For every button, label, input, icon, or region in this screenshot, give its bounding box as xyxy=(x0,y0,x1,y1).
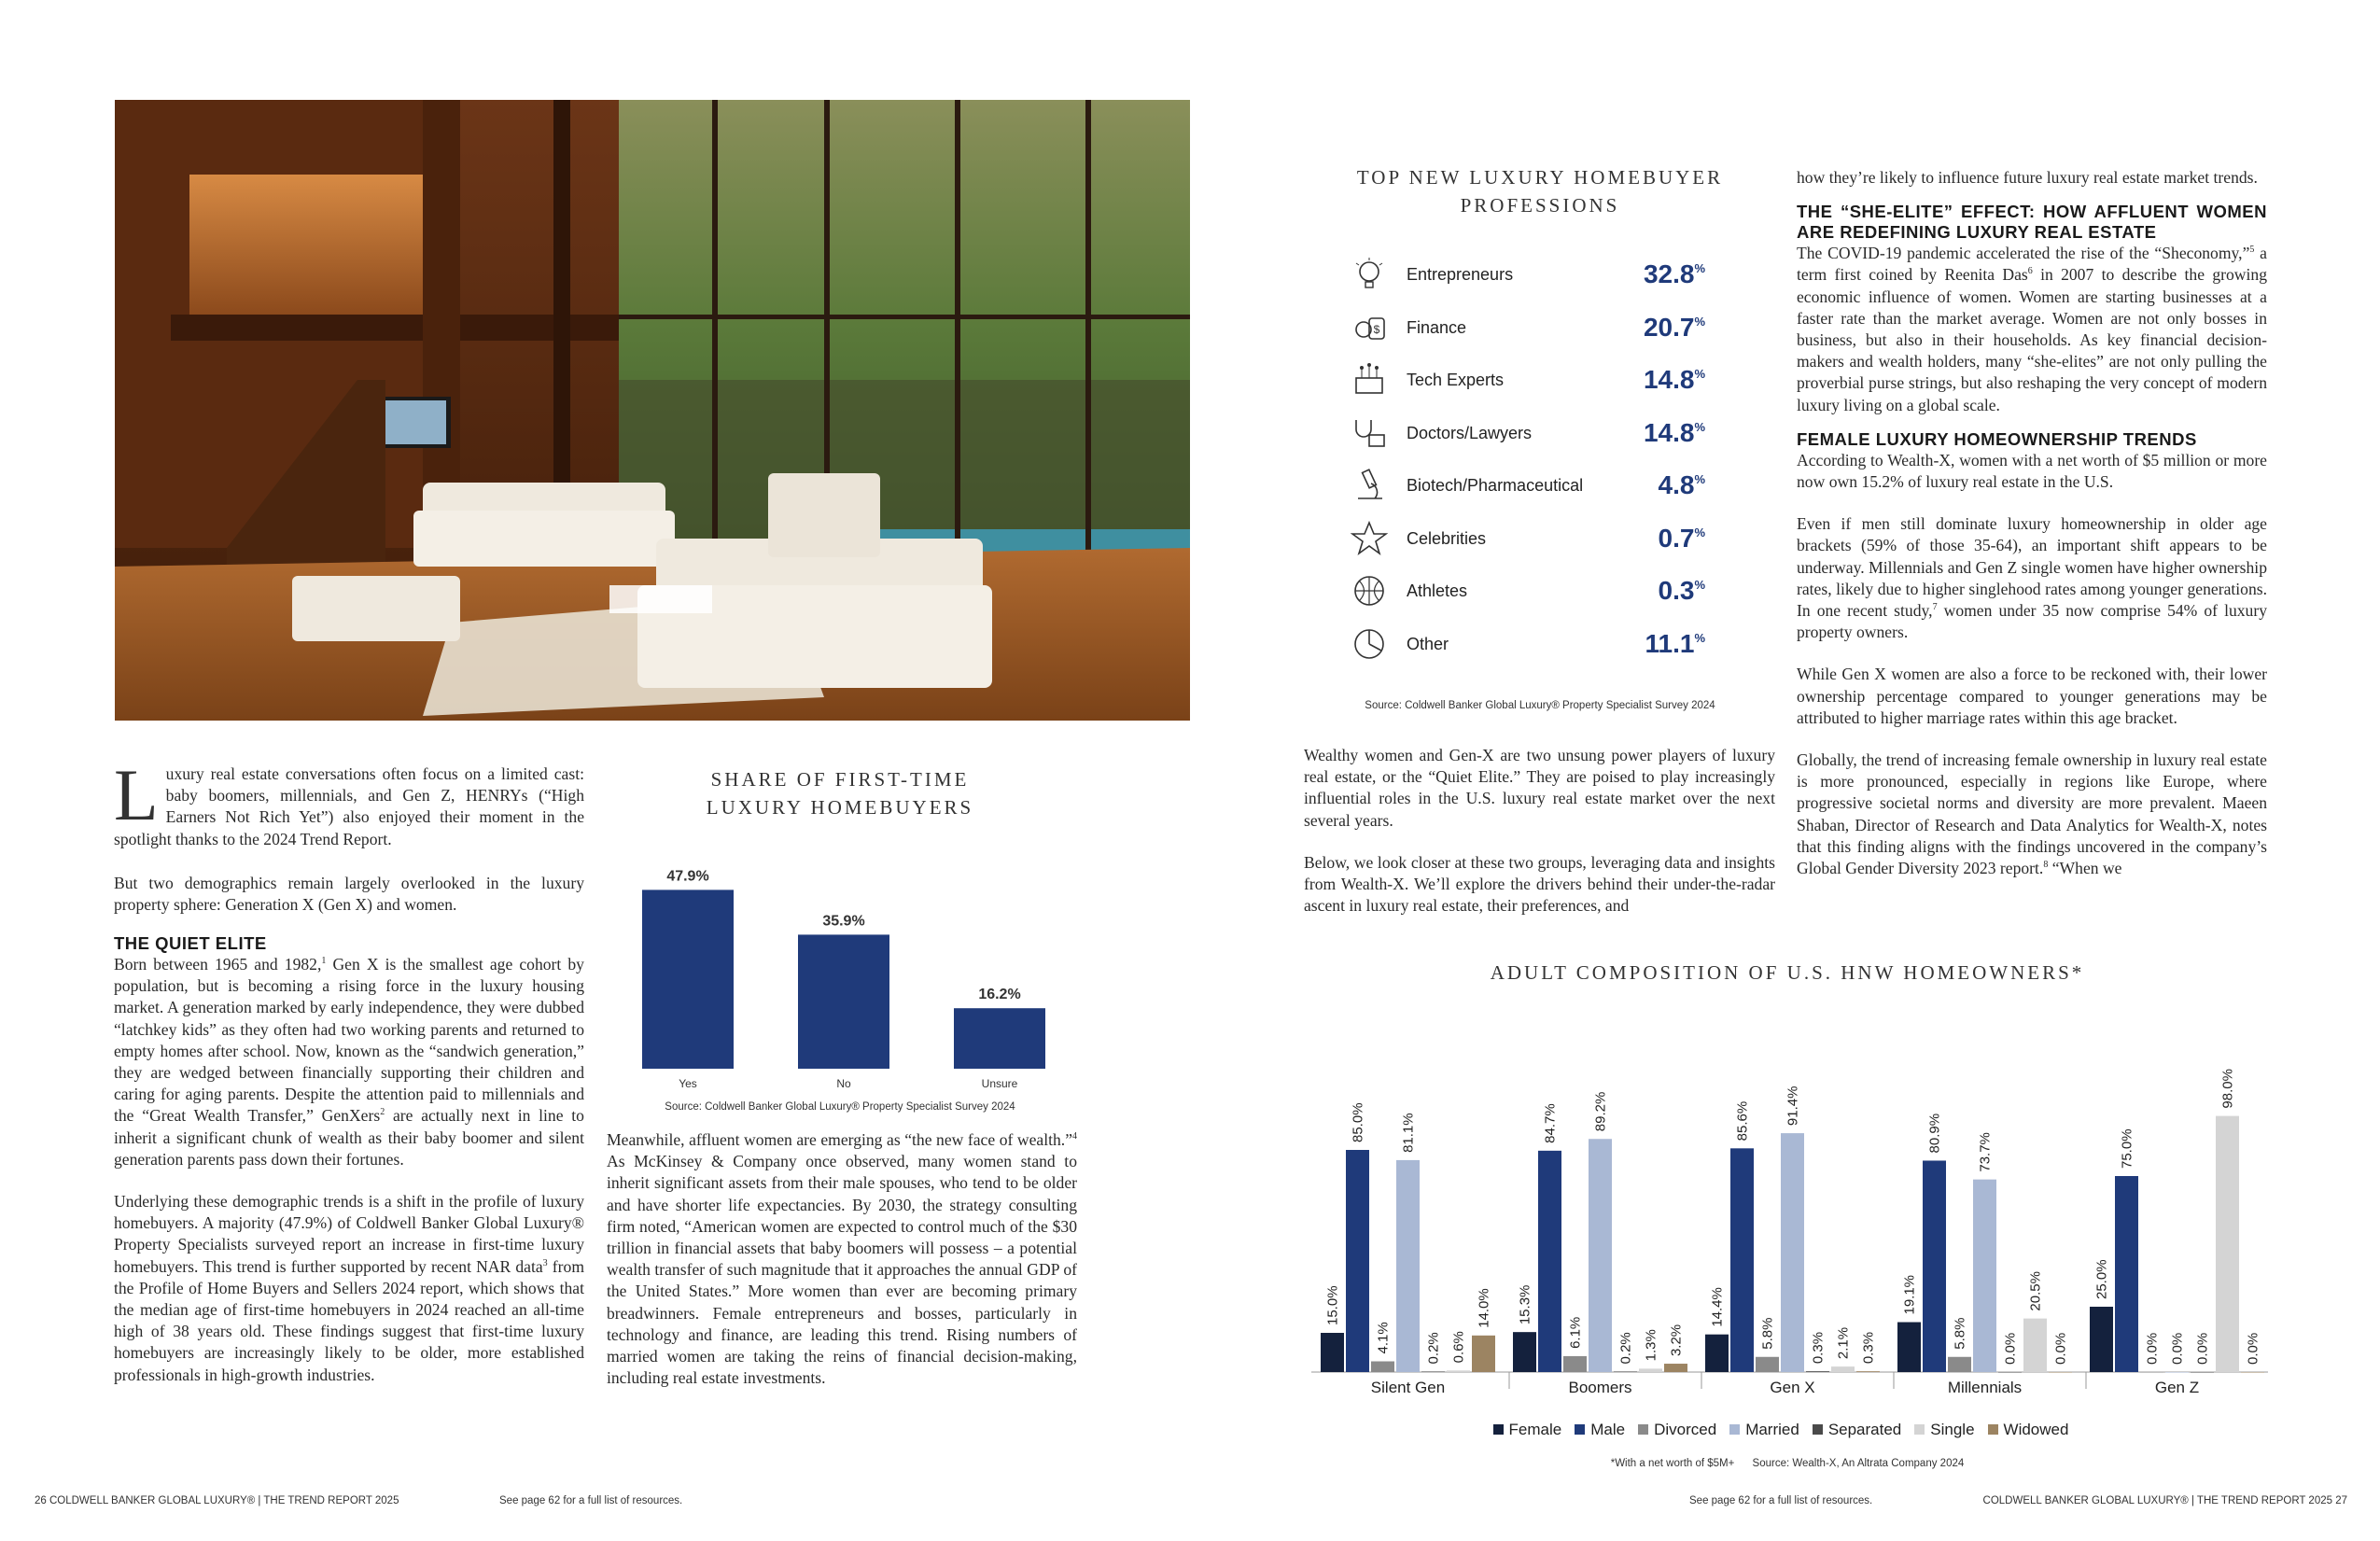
profession-label: Biotech/Pharmaceutical xyxy=(1407,476,1584,495)
bar-value-label: 0.0% xyxy=(2245,1332,2261,1365)
bar-value-label: 0.2% xyxy=(1425,1332,1442,1365)
meanwhile-text xyxy=(607,1129,1077,1409)
female-paragraph-4: Globally, the trend of increasing female ownership in luxury real estate is more pronounced, especially in regions like Europe, where progressive societal norms and diversity are more prevalent. Maeen Shaban, Director of Research and Data Analytics for Wealth-X, notes that this finding aligns with the findings uncovered in the company’s Global Gender Diversity 2023 report.$^8$ “When we xyxy=(1797,750,2267,878)
bar-married xyxy=(2165,1372,2189,1373)
legend-item-separated xyxy=(1813,1421,1901,1439)
intro-paragraph-1: uxury real estate conversations often focus on a limited cast: baby boomers, millennials, and Gen Z, HENRYs (“High Earners Not Rich Yet”) also enjoyed their moment in the spotlight thanks to the 2024 Trend Report. xyxy=(114,764,584,848)
bar-value-label: 15.3% xyxy=(1517,1284,1533,1325)
bar-value-label: 0.0% xyxy=(2002,1332,2019,1365)
profession-value: 32.8% xyxy=(1643,259,1705,288)
footer-left-resources: See page 62 for a full list of resources. xyxy=(499,1495,683,1506)
female-ownership-heading: FEMALE LUXURY HOMEOWNERSHIP TRENDS xyxy=(1797,428,2197,449)
legend-item-single xyxy=(1914,1421,1974,1439)
quiet-elite-heading: THE QUIET ELITE xyxy=(114,933,267,953)
intro-text xyxy=(114,754,584,936)
bar-value-label: 14.4% xyxy=(1709,1287,1726,1327)
bar-female xyxy=(1705,1335,1729,1372)
bar-female xyxy=(1897,1323,1921,1372)
bar-value-label: 2.1% xyxy=(1835,1326,1852,1360)
bar-yes xyxy=(642,890,734,1069)
bar-value-label: 16.2% xyxy=(978,987,1021,1003)
group-category-label: Silent Gen xyxy=(1370,1379,1446,1396)
wealthy-women-paragraph-1: Wealthy women and Gen-X are two unsung power players of luxury real estate, or the “Quiet Elite.” They are poised to play increasingly influential roles in the U.S. luxury real estate market over the next several years. xyxy=(1304,746,1775,830)
professions-source: Source: Coldwell Banker Global Luxury® Property Specialist Survey 2024 xyxy=(1365,700,1715,711)
bar-value-label: 6.1% xyxy=(1567,1316,1584,1349)
bar-value-label: 1.3% xyxy=(1643,1329,1659,1362)
legend-swatch xyxy=(1914,1424,1925,1435)
microscope-icon xyxy=(1351,467,1388,504)
bar-value-label: 4.1% xyxy=(1375,1322,1392,1354)
legend-label: Divorced xyxy=(1654,1421,1717,1438)
group-category-label: Boomers xyxy=(1568,1379,1632,1396)
bar-value-label: 35.9% xyxy=(822,913,865,930)
profession-value: 4.8% xyxy=(1658,470,1705,499)
living-room-illustration xyxy=(115,100,1190,721)
tech-icon xyxy=(1351,361,1388,399)
bar-value-label: 5.8% xyxy=(1952,1317,1968,1350)
bar-value-label: 91.4% xyxy=(1785,1086,1801,1127)
legend-swatch xyxy=(1988,1424,1998,1435)
female-paragraph-3: While Gen X women are also a force to be reckoned with, their lower ownership percentage compared to younger generations may be attributed to higher marriage rates within this age bracket. xyxy=(1797,665,2267,727)
bar-divorced xyxy=(1756,1357,1779,1372)
bar-category-label: No xyxy=(836,1077,851,1090)
hnw-legend xyxy=(1307,1421,2268,1439)
bar-male xyxy=(1538,1151,1561,1372)
bar-value-label: 80.9% xyxy=(1926,1113,1943,1154)
bar-female xyxy=(2090,1307,2113,1372)
bar-separated xyxy=(2191,1372,2214,1373)
star-icon xyxy=(1351,520,1388,557)
bar-married xyxy=(1973,1180,1996,1372)
legend-label: Male xyxy=(1590,1421,1626,1438)
bar-single xyxy=(2216,1116,2239,1372)
bar-no xyxy=(798,934,889,1069)
profession-label: Athletes xyxy=(1407,581,1468,600)
bar-value-label: 89.2% xyxy=(1592,1091,1609,1132)
first-time-bar-chart xyxy=(607,845,1073,1097)
profession-row xyxy=(1351,411,1743,459)
profession-value: 14.8% xyxy=(1643,365,1705,394)
hnw-grouped-bar-chart xyxy=(1302,989,2277,1419)
bar-widowed xyxy=(2049,1372,2072,1373)
bar-value-label: 0.0% xyxy=(2194,1332,2211,1365)
bar-value-label: 0.0% xyxy=(2052,1332,2069,1365)
footer-right-page-number: COLDWELL BANKER GLOBAL LUXURY® | THE TREND REPORT 2025 27 xyxy=(1982,1495,2347,1506)
bar-value-label: 75.0% xyxy=(2119,1128,2135,1169)
bar-value-label: 0.3% xyxy=(1860,1331,1877,1365)
legend-item-divorced xyxy=(1638,1421,1716,1439)
group-category-label: Gen X xyxy=(1770,1379,1815,1396)
hnw-footnote: *With a net worth of $5M+ xyxy=(1610,1458,1735,1469)
legend-swatch xyxy=(1638,1424,1648,1435)
quiet-elite-paragraph-2: Underlying these demographic trends is a shift in the profile of luxury homebuyers. A majority (47.9%) of Coldwell Banker Global Luxury® Property Specialists surveyed report an increase in first-time luxury homebuyers. This trend is further supported by recent NAR data$^3$ from the Profile of Home Buyers and Sellers 2024 report, which shows that the median age of first-time homebuyers in 2024 reached an all-time high of 38 years old. These findings suggest that first-time luxury homebuyers are increasingly likely to be older, more established professionals in high-growth industries. xyxy=(114,1192,584,1384)
bar-value-label: 81.1% xyxy=(1400,1113,1417,1153)
bar-male xyxy=(1923,1160,1946,1372)
bar-separated xyxy=(1421,1371,1445,1372)
bar-single xyxy=(2023,1319,2047,1372)
legend-item-widowed xyxy=(1988,1421,2069,1439)
profession-value: 11.1% xyxy=(1645,628,1705,658)
profession-row xyxy=(1351,463,1743,511)
profession-value: 20.7% xyxy=(1643,312,1705,342)
group-category-label: Millennials xyxy=(1947,1379,2023,1396)
bar-divorced xyxy=(2140,1372,2163,1373)
hnw-source: Source: Wealth-X, An Altrata Company 2024 xyxy=(1752,1458,1965,1469)
legend-label: Widowed xyxy=(2003,1421,2069,1438)
quiet-elite-paragraph-1: Born between 1965 and 1982,$^1$ Gen X is the smallest age cohort by population, but is becoming a rising force in the luxury housing market. A generation marked by early independence, they were dubbed “latchkey kids” as they often had two working parents and returned to empty homes after school. Now, known as the “sandwich generation,” they are wedged between financially supporting their children and caring for aging parents. Despite the attention paid to millennials and the “Great Wealth Transfer,” GenXers$^2$ are actually next in line to inherit a significant chunk of wealth as their baby boomer and silent generation parents pass down their fortunes. xyxy=(114,955,584,1169)
bar-divorced xyxy=(1371,1362,1394,1372)
female-paragraph-1: According to Wealth-X, women with a net worth of $5 million or more now own 15.2% of luxury real estate in the U.S. xyxy=(1797,450,2267,492)
profession-label: Other xyxy=(1407,634,1449,653)
bar-single xyxy=(1639,1368,1662,1372)
bar-value-label: 5.8% xyxy=(1759,1317,1776,1350)
bar-separated xyxy=(1998,1372,2022,1373)
bar-value-label: 20.5% xyxy=(2027,1271,2044,1311)
bar-married xyxy=(1589,1139,1612,1372)
lightbulb-icon xyxy=(1351,256,1388,293)
female-paragraph-2: Even if men still dominate luxury homeownership in older age brackets (59% of those 35-64), an important shift appears to be underway. Millennials and Gen Z single women have higher ownership rates, likely due to higher singlehood rates among younger generations. In one recent study,$^7$ women under 35 now comprise 54% of luxury property owners. xyxy=(1797,514,2268,642)
profession-row xyxy=(1351,622,1743,670)
bar-value-label: 15.0% xyxy=(1324,1285,1341,1325)
bar-single xyxy=(1447,1370,1470,1372)
profession-value: 14.8% xyxy=(1643,417,1705,447)
legend-item-male xyxy=(1575,1421,1625,1439)
bar-female xyxy=(1513,1332,1536,1372)
intro-paragraph-2: But two demographics remain largely overlooked in the luxury property sphere: Generation X (Gen X) and women. xyxy=(114,873,584,915)
bar-value-label: 25.0% xyxy=(2093,1259,2110,1299)
she-elite-paragraph: The COVID-19 pandemic accelerated the rise of the “Sheconomy,”$^5$ a term first coined by Reenita Das$^6$ in 2007 to describe the growing economic influence of women. Women are starting businesses at a faster rate than the market average. Women are not only bosses in business, but also in their households. As key financial decision-makers and wealth holders, many “she-elites” are not only pulling the proverbial purse strings, but also reshaping the very concept of modern luxury living on a global scale. xyxy=(1797,244,2267,414)
group-category-label: Gen Z xyxy=(2154,1379,2200,1396)
bar-value-label: 98.0% xyxy=(2219,1069,2236,1109)
bar-category-label: Unsure xyxy=(981,1077,1018,1090)
right-column-text xyxy=(1797,167,2267,900)
bar-widowed xyxy=(1472,1336,1495,1372)
continuation-paragraph: how they’re likely to influence future luxury real estate market trends. xyxy=(1797,168,2258,187)
bar-value-label: 0.0% xyxy=(2144,1332,2161,1365)
meanwhile-paragraph: Meanwhile, affluent women are emerging as “the new face of wealth.”$^4$ As McKinsey & Company once observed, many women stand to inherit significant assets from their male spouses, who tend to be older and have shorter life expectancies. By 2030, the strategy consulting firm noted, “American women are expected to control much of the $30 trillion in financial assets that baby boomers will possess – a potential wealth transfer of such magnitude that it approaches the annual GDP of the United States.” More women than ever are becoming primary breadwinners. Female entrepreneurs and bosses, particularly in technology and finance, are leading this trend. Rising numbers of married women are taking the reins of financial decision-making, including real estate investments. xyxy=(607,1130,1077,1388)
stethoscope-icon xyxy=(1351,414,1388,452)
legend-swatch xyxy=(1729,1424,1740,1435)
profession-value: 0.3% xyxy=(1658,576,1705,605)
bar-value-label: 0.3% xyxy=(1810,1331,1827,1365)
bar-married xyxy=(1781,1133,1804,1372)
wealthy-women-text xyxy=(1304,745,1775,937)
profession-row xyxy=(1351,516,1743,565)
profession-label: Finance xyxy=(1407,317,1467,337)
hnw-chart-title: ADULT COMPOSITION OF U.S. HNW HOMEOWNERS* xyxy=(1490,961,2085,984)
she-elite-heading: THE “SHE-ELITE” EFFECT: HOW AFFLUENT WOMEN ARE REDEFINING LUXURY REAL ESTATE xyxy=(1797,202,2267,243)
profession-row xyxy=(1351,568,1743,617)
profession-row xyxy=(1351,305,1743,354)
profession-label: Entrepreneurs xyxy=(1407,265,1514,284)
bar-value-label: 0.2% xyxy=(1617,1332,1634,1365)
legend-label: Female xyxy=(1508,1421,1562,1438)
bar-value-label: 14.0% xyxy=(1476,1288,1492,1328)
bar-value-label: 85.0% xyxy=(1350,1102,1366,1142)
legend-label: Married xyxy=(1745,1421,1799,1438)
first-time-chart-source: Source: Coldwell Banker Global Luxury® Property Specialist Survey 2024 xyxy=(665,1101,1015,1113)
ball-icon xyxy=(1351,572,1388,609)
legend-label: Separated xyxy=(1827,1421,1902,1438)
profession-row xyxy=(1351,357,1743,406)
profession-label: Tech Experts xyxy=(1407,371,1505,389)
first-time-chart-title: SHARE OF FIRST-TIME LUXURY HOMEBUYERS xyxy=(706,768,974,819)
hero-photo xyxy=(115,100,1190,721)
hnw-chart-notes xyxy=(1307,1458,2268,1469)
bar-divorced xyxy=(1563,1356,1587,1372)
bar-male xyxy=(2115,1176,2138,1372)
quiet-elite-section xyxy=(114,933,584,1407)
professions-title: TOP NEW LUXURY HOMEBUYER PROFESSIONS xyxy=(1356,166,1724,217)
profession-label: Celebrities xyxy=(1407,528,1487,548)
legend-item-married xyxy=(1729,1421,1799,1439)
profession-row xyxy=(1351,252,1743,301)
bar-value-label: 47.9% xyxy=(666,868,709,885)
footer-left-page-number: 26 COLDWELL BANKER GLOBAL LUXURY® | THE TREND REPORT 2025 xyxy=(35,1495,399,1506)
bar-value-label: 73.7% xyxy=(1977,1132,1994,1172)
professions-list xyxy=(1351,252,1743,672)
bar-unsure xyxy=(954,1008,1045,1069)
bar-divorced xyxy=(1948,1357,1971,1372)
bar-separated xyxy=(1614,1371,1637,1372)
bar-value-label: 84.7% xyxy=(1542,1103,1559,1143)
legend-label: Single xyxy=(1930,1421,1975,1438)
bar-widowed xyxy=(1856,1371,1880,1372)
profession-value: 0.7% xyxy=(1658,523,1705,553)
pie-icon xyxy=(1351,625,1388,663)
drop-cap: L xyxy=(114,754,159,835)
bar-male xyxy=(1730,1148,1754,1372)
bar-separated xyxy=(1806,1371,1829,1372)
bar-female xyxy=(1321,1333,1344,1372)
legend-swatch xyxy=(1813,1424,1823,1435)
legend-item-female xyxy=(1493,1421,1562,1439)
bar-value-label: 3.2% xyxy=(1668,1324,1685,1357)
bar-widowed xyxy=(2241,1372,2264,1373)
profession-label: Doctors/Lawyers xyxy=(1407,423,1533,442)
legend-swatch xyxy=(1493,1424,1504,1435)
bar-single xyxy=(1831,1366,1855,1372)
bar-category-label: Yes xyxy=(679,1077,697,1090)
legend-swatch xyxy=(1575,1424,1585,1435)
bar-value-label: 19.1% xyxy=(1901,1274,1918,1315)
wealthy-women-paragraph-2: Below, we look closer at these two groups, leveraging data and insights from Wealth-X. We’ll explore the drivers behind their under-the-radar ascent in luxury real estate, their preferences, and xyxy=(1304,852,1775,916)
bar-married xyxy=(1396,1160,1420,1372)
svg-text:$: $ xyxy=(1373,322,1380,336)
bar-value-label: 85.6% xyxy=(1734,1100,1751,1142)
bar-value-label: 0.6% xyxy=(1450,1331,1467,1364)
footer-right-resources: See page 62 for a full list of resources. xyxy=(1689,1495,1873,1506)
bar-widowed xyxy=(1664,1364,1687,1372)
money-icon xyxy=(1351,309,1388,346)
bar-value-label: 0.0% xyxy=(2169,1332,2186,1365)
bar-male xyxy=(1346,1150,1369,1372)
